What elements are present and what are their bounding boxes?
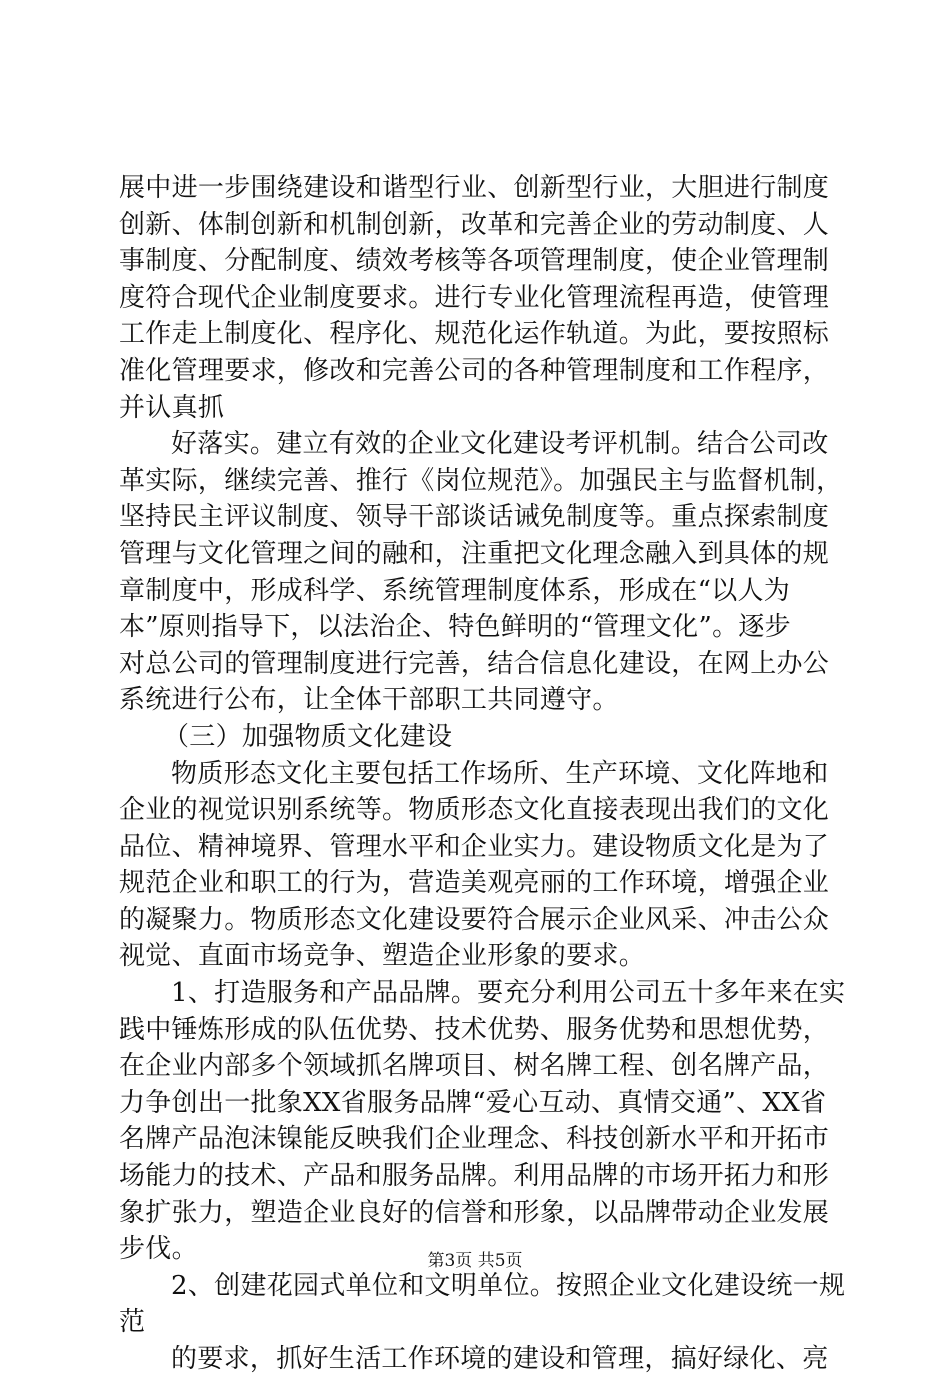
text-line: 准化管理要求，修改和完善公司的各种管理制度和工作程序，: [119, 355, 830, 386]
body-text: [119, 170, 846, 1378]
section-heading: （三）加强物质文化建设: [163, 721, 453, 752]
text-line: 的凝聚力。物质形态文化建设要符合展示企业风采、冲击公众: [119, 904, 830, 935]
text-line: 章制度中，形成科学、系统管理制度体系，形成在“以人为: [119, 575, 791, 606]
text-line: 的要求，抓好生活工作环境的建设和管理，搞好绿化、亮: [171, 1344, 829, 1374]
text-line: 名牌产品泡沫镍能反映我们企业理念、科技创新水平和开拓市: [119, 1124, 830, 1155]
text-line: 企业的视觉识别系统等。物质形态文化直接表现出我们的文化: [119, 795, 830, 826]
text-line: 度符合现代企业制度要求。进行专业化管理流程再造，使管理: [119, 282, 830, 313]
text-line: 并认真抓: [119, 392, 225, 423]
text-line: 物质形态文化主要包括工作场所、生产环境、文化阵地和: [171, 758, 829, 789]
text-line: 视觉、直面市场竞争、塑造企业形象的要求。: [119, 941, 646, 972]
text-line: 事制度、分配制度、绩效考核等各项管理制度，使企业管理制: [119, 246, 830, 277]
text-line: 2、创建花园式单位和文明单位。按照企业文化建设统一规: [171, 1270, 846, 1301]
text-line: 对总公司的管理制度进行完善，结合信息化建设，在网上办公: [119, 648, 830, 679]
text-line: 创新、体制创新和机制创新，改革和完善企业的劳动制度、人: [119, 209, 830, 240]
text-line: 践中锤炼形成的队伍优势、技术优势、服务优势和思想优势，: [119, 1014, 830, 1045]
text-line: 好落实。建立有效的企业文化建设考评机制。结合公司改: [171, 429, 829, 460]
text-line: 1、打造服务和产品品牌。要充分利用公司五十多年来在实: [171, 978, 846, 1009]
text-line: 范: [119, 1307, 146, 1338]
page-footer: [0, 1246, 950, 1271]
text-line: 品位、精神境界、管理水平和企业实力。建设物质文化是为了: [119, 831, 830, 862]
page-number: 第3页 共5页: [427, 1251, 523, 1271]
text-line: 力争创出一批象XX省服务品牌“爱心互动、真情交通”、XX省: [119, 1087, 827, 1118]
text-line: 本”原则指导下，以法治企、特色鲜明的“管理文化”。逐步: [119, 612, 791, 643]
text-line: 场能力的技术、产品和服务品牌。利用品牌的市场开拓力和形: [119, 1161, 830, 1192]
text-line: 步伐。: [119, 1234, 198, 1265]
text-line: 坚持民主评议制度、领导干部谈话诫免制度等。重点探索制度: [119, 502, 830, 533]
text-line: 象扩张力，塑造企业良好的信誉和形象，以品牌带动企业发展: [119, 1197, 830, 1228]
text-line: 管理与文化管理之间的融和，注重把文化理念融入到具体的规: [119, 538, 830, 569]
text-line: 工作走上制度化、程序化、规范化运作轨道。为此，要按照标: [119, 319, 830, 350]
text-line: 在企业内部多个领域抓名牌项目、树名牌工程、创名牌产品，: [119, 1051, 830, 1082]
text-line: 规范企业和职工的行为，营造美观亮丽的工作环境，增强企业: [119, 868, 830, 899]
text-line: 系统进行公布，让全体干部职工共同遵守。: [119, 685, 619, 716]
text-line: 革实际，继续完善、推行《岗位规范》。加强民主与监督机制，: [119, 465, 843, 496]
text-line: 展中进一步围绕建设和谐型行业、创新型行业，大胆进行制度: [119, 173, 830, 203]
